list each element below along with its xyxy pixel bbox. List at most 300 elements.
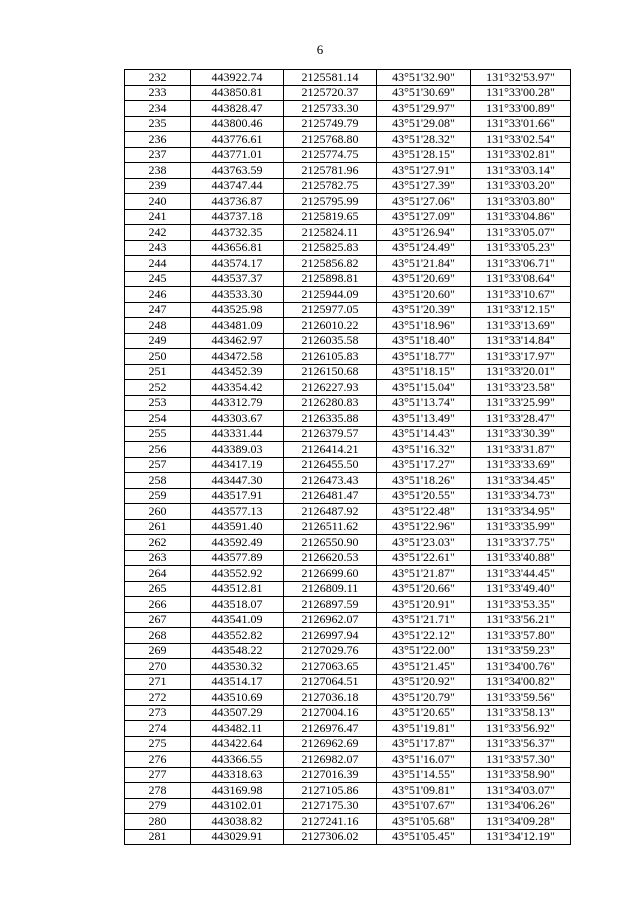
longitude-cell: 131°33'56.92" — [471, 721, 571, 737]
point-number-cell: 254 — [125, 411, 191, 427]
longitude-cell: 131°33'03.80" — [471, 194, 571, 210]
longitude-cell: 131°33'59.56" — [471, 690, 571, 706]
point-number-cell: 260 — [125, 504, 191, 520]
y-coordinate-cell: 2126473.43 — [284, 473, 377, 489]
longitude-cell: 131°33'00.28" — [471, 85, 571, 101]
x-coordinate-cell: 443354.42 — [191, 380, 284, 396]
latitude-cell: 43°51'19.81" — [377, 721, 471, 737]
table-row — [125, 535, 571, 551]
y-coordinate-cell: 2125781.96 — [284, 163, 377, 179]
x-coordinate-cell: 443737.18 — [191, 209, 284, 225]
x-coordinate-cell: 443514.17 — [191, 674, 284, 690]
table-row — [125, 457, 571, 473]
table-row — [125, 550, 571, 566]
latitude-cell: 43°51'21.87" — [377, 566, 471, 582]
latitude-cell: 43°51'28.32" — [377, 132, 471, 148]
x-coordinate-cell: 443577.89 — [191, 550, 284, 566]
longitude-cell: 131°33'05.23" — [471, 240, 571, 256]
y-coordinate-cell: 2127004.16 — [284, 705, 377, 721]
x-coordinate-cell: 443548.22 — [191, 643, 284, 659]
latitude-cell: 43°51'14.43" — [377, 426, 471, 442]
latitude-cell: 43°51'18.96" — [377, 318, 471, 334]
latitude-cell: 43°51'20.55" — [377, 488, 471, 504]
latitude-cell: 43°51'09.81" — [377, 783, 471, 799]
point-number-cell: 278 — [125, 783, 191, 799]
latitude-cell: 43°51'24.49" — [377, 240, 471, 256]
y-coordinate-cell: 2127241.16 — [284, 814, 377, 830]
point-number-cell: 274 — [125, 721, 191, 737]
x-coordinate-cell: 443592.49 — [191, 535, 284, 551]
latitude-cell: 43°51'15.04" — [377, 380, 471, 396]
latitude-cell: 43°51'21.45" — [377, 659, 471, 675]
longitude-cell: 131°33'33.69" — [471, 457, 571, 473]
x-coordinate-cell: 443512.81 — [191, 581, 284, 597]
point-number-cell: 246 — [125, 287, 191, 303]
longitude-cell: 131°33'34.45" — [471, 473, 571, 489]
x-coordinate-cell: 443541.09 — [191, 612, 284, 628]
table-row — [125, 178, 571, 194]
page-number: 6 — [316, 42, 324, 57]
longitude-cell: 131°33'00.89" — [471, 101, 571, 117]
longitude-cell: 131°33'49.40" — [471, 581, 571, 597]
table-row — [125, 333, 571, 349]
coordinates-table — [124, 69, 571, 845]
point-number-cell: 258 — [125, 473, 191, 489]
longitude-cell: 131°33'31.87" — [471, 442, 571, 458]
latitude-cell: 43°51'18.77" — [377, 349, 471, 365]
x-coordinate-cell: 443656.81 — [191, 240, 284, 256]
point-number-cell: 242 — [125, 225, 191, 241]
latitude-cell: 43°51'27.09" — [377, 209, 471, 225]
y-coordinate-cell: 2125768.80 — [284, 132, 377, 148]
x-coordinate-cell: 443462.97 — [191, 333, 284, 349]
table-row — [125, 674, 571, 690]
x-coordinate-cell: 443102.01 — [191, 798, 284, 814]
longitude-cell: 131°33'57.80" — [471, 628, 571, 644]
table-row — [125, 488, 571, 504]
table-row — [125, 628, 571, 644]
table-row — [125, 85, 571, 101]
table-row — [125, 814, 571, 830]
x-coordinate-cell: 443525.98 — [191, 302, 284, 318]
x-coordinate-cell: 443763.59 — [191, 163, 284, 179]
y-coordinate-cell: 2125774.75 — [284, 147, 377, 163]
x-coordinate-cell: 443552.82 — [191, 628, 284, 644]
longitude-cell: 131°33'06.71" — [471, 256, 571, 272]
longitude-cell: 131°33'56.21" — [471, 612, 571, 628]
table-row — [125, 302, 571, 318]
point-number-cell: 281 — [125, 829, 191, 845]
latitude-cell: 43°51'26.94" — [377, 225, 471, 241]
point-number-cell: 245 — [125, 271, 191, 287]
latitude-cell: 43°51'20.79" — [377, 690, 471, 706]
point-number-cell: 233 — [125, 85, 191, 101]
longitude-cell: 131°33'12.15" — [471, 302, 571, 318]
table-row — [125, 364, 571, 380]
longitude-cell: 131°33'28.47" — [471, 411, 571, 427]
latitude-cell: 43°51'18.26" — [377, 473, 471, 489]
point-number-cell: 241 — [125, 209, 191, 225]
x-coordinate-cell: 443518.07 — [191, 597, 284, 613]
y-coordinate-cell: 2126809.11 — [284, 581, 377, 597]
table-row — [125, 721, 571, 737]
longitude-cell: 131°33'03.14" — [471, 163, 571, 179]
point-number-cell: 268 — [125, 628, 191, 644]
longitude-cell: 131°33'10.67" — [471, 287, 571, 303]
y-coordinate-cell: 2125824.11 — [284, 225, 377, 241]
latitude-cell: 43°51'20.65" — [377, 705, 471, 721]
y-coordinate-cell: 2126010.22 — [284, 318, 377, 334]
table-row — [125, 581, 571, 597]
latitude-cell: 43°51'20.60" — [377, 287, 471, 303]
point-number-cell: 236 — [125, 132, 191, 148]
point-number-cell: 276 — [125, 752, 191, 768]
point-number-cell: 263 — [125, 550, 191, 566]
latitude-cell: 43°51'30.69" — [377, 85, 471, 101]
longitude-cell: 131°33'37.75" — [471, 535, 571, 551]
table-row — [125, 752, 571, 768]
table-row — [125, 783, 571, 799]
latitude-cell: 43°51'17.87" — [377, 736, 471, 752]
x-coordinate-cell: 443736.87 — [191, 194, 284, 210]
latitude-cell: 43°51'29.08" — [377, 116, 471, 132]
longitude-cell: 131°34'12.19" — [471, 829, 571, 845]
latitude-cell: 43°51'20.69" — [377, 271, 471, 287]
y-coordinate-cell: 2126982.07 — [284, 752, 377, 768]
longitude-cell: 131°33'17.97" — [471, 349, 571, 365]
table-row — [125, 690, 571, 706]
table-row — [125, 767, 571, 783]
x-coordinate-cell: 443303.67 — [191, 411, 284, 427]
y-coordinate-cell: 2125581.14 — [284, 70, 377, 86]
table-row — [125, 643, 571, 659]
x-coordinate-cell: 443029.91 — [191, 829, 284, 845]
latitude-cell: 43°51'28.15" — [377, 147, 471, 163]
point-number-cell: 235 — [125, 116, 191, 132]
point-number-cell: 277 — [125, 767, 191, 783]
point-number-cell: 264 — [125, 566, 191, 582]
latitude-cell: 43°51'21.71" — [377, 612, 471, 628]
point-number-cell: 261 — [125, 519, 191, 535]
table-row — [125, 225, 571, 241]
latitude-cell: 43°51'20.92" — [377, 674, 471, 690]
x-coordinate-cell: 443507.29 — [191, 705, 284, 721]
point-number-cell: 232 — [125, 70, 191, 86]
table-row — [125, 597, 571, 613]
point-number-cell: 249 — [125, 333, 191, 349]
longitude-cell: 131°33'34.95" — [471, 504, 571, 520]
point-number-cell: 247 — [125, 302, 191, 318]
x-coordinate-cell: 443574.17 — [191, 256, 284, 272]
x-coordinate-cell: 443732.35 — [191, 225, 284, 241]
x-coordinate-cell: 443510.69 — [191, 690, 284, 706]
latitude-cell: 43°51'07.67" — [377, 798, 471, 814]
longitude-cell: 131°34'09.28" — [471, 814, 571, 830]
latitude-cell: 43°51'16.32" — [377, 442, 471, 458]
latitude-cell: 43°51'23.03" — [377, 535, 471, 551]
longitude-cell: 131°33'56.37" — [471, 736, 571, 752]
y-coordinate-cell: 2127175.30 — [284, 798, 377, 814]
point-number-cell: 237 — [125, 147, 191, 163]
table-row — [125, 411, 571, 427]
latitude-cell: 43°51'05.45" — [377, 829, 471, 845]
longitude-cell: 131°33'58.90" — [471, 767, 571, 783]
point-number-cell: 253 — [125, 395, 191, 411]
table-row — [125, 442, 571, 458]
x-coordinate-cell: 443530.32 — [191, 659, 284, 675]
longitude-cell: 131°33'08.64" — [471, 271, 571, 287]
point-number-cell: 273 — [125, 705, 191, 721]
y-coordinate-cell: 2126335.88 — [284, 411, 377, 427]
latitude-cell: 43°51'29.97" — [377, 101, 471, 117]
longitude-cell: 131°33'02.81" — [471, 147, 571, 163]
point-number-cell: 279 — [125, 798, 191, 814]
point-number-cell: 280 — [125, 814, 191, 830]
latitude-cell: 43°51'18.15" — [377, 364, 471, 380]
x-coordinate-cell: 443169.98 — [191, 783, 284, 799]
table-row — [125, 240, 571, 256]
latitude-cell: 43°51'18.40" — [377, 333, 471, 349]
table-row — [125, 473, 571, 489]
longitude-cell: 131°33'04.86" — [471, 209, 571, 225]
longitude-cell: 131°33'01.66" — [471, 116, 571, 132]
y-coordinate-cell: 2126620.53 — [284, 550, 377, 566]
table-row — [125, 659, 571, 675]
point-number-cell: 243 — [125, 240, 191, 256]
x-coordinate-cell: 443472.58 — [191, 349, 284, 365]
longitude-cell: 131°33'58.13" — [471, 705, 571, 721]
latitude-cell: 43°51'32.90" — [377, 70, 471, 86]
latitude-cell: 43°51'13.49" — [377, 411, 471, 427]
x-coordinate-cell: 443331.44 — [191, 426, 284, 442]
longitude-cell: 131°34'03.07" — [471, 783, 571, 799]
y-coordinate-cell: 2125819.65 — [284, 209, 377, 225]
x-coordinate-cell: 443318.63 — [191, 767, 284, 783]
point-number-cell: 239 — [125, 178, 191, 194]
latitude-cell: 43°51'27.39" — [377, 178, 471, 194]
table-row — [125, 612, 571, 628]
latitude-cell: 43°51'13.74" — [377, 395, 471, 411]
latitude-cell: 43°51'22.61" — [377, 550, 471, 566]
table-row — [125, 798, 571, 814]
x-coordinate-cell: 443776.61 — [191, 132, 284, 148]
point-number-cell: 250 — [125, 349, 191, 365]
y-coordinate-cell: 2125782.75 — [284, 178, 377, 194]
y-coordinate-cell: 2126699.60 — [284, 566, 377, 582]
latitude-cell: 43°51'14.55" — [377, 767, 471, 783]
x-coordinate-cell: 443922.74 — [191, 70, 284, 86]
y-coordinate-cell: 2126962.69 — [284, 736, 377, 752]
y-coordinate-cell: 2125944.09 — [284, 287, 377, 303]
table-row — [125, 101, 571, 117]
y-coordinate-cell: 2126997.94 — [284, 628, 377, 644]
point-number-cell: 269 — [125, 643, 191, 659]
coordinates-table-body — [125, 70, 571, 845]
y-coordinate-cell: 2126976.47 — [284, 721, 377, 737]
table-row — [125, 829, 571, 845]
x-coordinate-cell: 443422.64 — [191, 736, 284, 752]
point-number-cell: 240 — [125, 194, 191, 210]
longitude-cell: 131°33'57.30" — [471, 752, 571, 768]
y-coordinate-cell: 2125733.30 — [284, 101, 377, 117]
point-number-cell: 251 — [125, 364, 191, 380]
x-coordinate-cell: 443771.01 — [191, 147, 284, 163]
y-coordinate-cell: 2126481.47 — [284, 488, 377, 504]
longitude-cell: 131°33'03.20" — [471, 178, 571, 194]
x-coordinate-cell: 443577.13 — [191, 504, 284, 520]
table-row — [125, 349, 571, 365]
point-number-cell: 271 — [125, 674, 191, 690]
y-coordinate-cell: 2127036.18 — [284, 690, 377, 706]
y-coordinate-cell: 2126280.83 — [284, 395, 377, 411]
table-row — [125, 395, 571, 411]
table-row — [125, 132, 571, 148]
x-coordinate-cell: 443533.30 — [191, 287, 284, 303]
latitude-cell: 43°51'20.66" — [377, 581, 471, 597]
y-coordinate-cell: 2125825.83 — [284, 240, 377, 256]
table-row — [125, 116, 571, 132]
x-coordinate-cell: 443038.82 — [191, 814, 284, 830]
x-coordinate-cell: 443800.46 — [191, 116, 284, 132]
y-coordinate-cell: 2125898.81 — [284, 271, 377, 287]
y-coordinate-cell: 2126414.21 — [284, 442, 377, 458]
x-coordinate-cell: 443537.37 — [191, 271, 284, 287]
table-row — [125, 504, 571, 520]
longitude-cell: 131°33'25.99" — [471, 395, 571, 411]
point-number-cell: 265 — [125, 581, 191, 597]
point-number-cell: 272 — [125, 690, 191, 706]
point-number-cell: 259 — [125, 488, 191, 504]
point-number-cell: 238 — [125, 163, 191, 179]
y-coordinate-cell: 2127306.02 — [284, 829, 377, 845]
longitude-cell: 131°33'34.73" — [471, 488, 571, 504]
y-coordinate-cell: 2126455.50 — [284, 457, 377, 473]
x-coordinate-cell: 443591.40 — [191, 519, 284, 535]
y-coordinate-cell: 2125795.99 — [284, 194, 377, 210]
longitude-cell: 131°33'13.69" — [471, 318, 571, 334]
y-coordinate-cell: 2127029.76 — [284, 643, 377, 659]
y-coordinate-cell: 2127105.86 — [284, 783, 377, 799]
y-coordinate-cell: 2126550.90 — [284, 535, 377, 551]
y-coordinate-cell: 2126379.57 — [284, 426, 377, 442]
y-coordinate-cell: 2126035.58 — [284, 333, 377, 349]
longitude-cell: 131°33'14.84" — [471, 333, 571, 349]
table-row — [125, 566, 571, 582]
latitude-cell: 43°51'22.00" — [377, 643, 471, 659]
y-coordinate-cell: 2126487.92 — [284, 504, 377, 520]
y-coordinate-cell: 2125720.37 — [284, 85, 377, 101]
table-row — [125, 705, 571, 721]
table-row — [125, 147, 571, 163]
y-coordinate-cell: 2127063.65 — [284, 659, 377, 675]
longitude-cell: 131°33'02.54" — [471, 132, 571, 148]
longitude-cell: 131°33'05.07" — [471, 225, 571, 241]
point-number-cell: 255 — [125, 426, 191, 442]
table-row — [125, 736, 571, 752]
table-row — [125, 271, 571, 287]
longitude-cell: 131°34'06.26" — [471, 798, 571, 814]
y-coordinate-cell: 2127064.51 — [284, 674, 377, 690]
y-coordinate-cell: 2125977.05 — [284, 302, 377, 318]
point-number-cell: 252 — [125, 380, 191, 396]
x-coordinate-cell: 443312.79 — [191, 395, 284, 411]
longitude-cell: 131°33'20.01" — [471, 364, 571, 380]
table-row — [125, 318, 571, 334]
latitude-cell: 43°51'27.91" — [377, 163, 471, 179]
latitude-cell: 43°51'22.48" — [377, 504, 471, 520]
table-row — [125, 163, 571, 179]
y-coordinate-cell: 2126150.68 — [284, 364, 377, 380]
point-number-cell: 234 — [125, 101, 191, 117]
table-row — [125, 426, 571, 442]
point-number-cell: 244 — [125, 256, 191, 272]
point-number-cell: 275 — [125, 736, 191, 752]
table-row — [125, 519, 571, 535]
point-number-cell: 266 — [125, 597, 191, 613]
longitude-cell: 131°34'00.82" — [471, 674, 571, 690]
longitude-cell: 131°33'35.99" — [471, 519, 571, 535]
latitude-cell: 43°51'16.07" — [377, 752, 471, 768]
longitude-cell: 131°33'23.58" — [471, 380, 571, 396]
x-coordinate-cell: 443417.19 — [191, 457, 284, 473]
longitude-cell: 131°33'59.23" — [471, 643, 571, 659]
y-coordinate-cell: 2126227.93 — [284, 380, 377, 396]
longitude-cell: 131°33'44.45" — [471, 566, 571, 582]
x-coordinate-cell: 443517.91 — [191, 488, 284, 504]
x-coordinate-cell: 443366.55 — [191, 752, 284, 768]
latitude-cell: 43°51'17.27" — [377, 457, 471, 473]
x-coordinate-cell: 443747.44 — [191, 178, 284, 194]
point-number-cell: 256 — [125, 442, 191, 458]
longitude-cell: 131°33'30.39" — [471, 426, 571, 442]
longitude-cell: 131°34'00.76" — [471, 659, 571, 675]
y-coordinate-cell: 2127016.39 — [284, 767, 377, 783]
latitude-cell: 43°51'21.84" — [377, 256, 471, 272]
x-coordinate-cell: 443447.30 — [191, 473, 284, 489]
y-coordinate-cell: 2125749.79 — [284, 116, 377, 132]
point-number-cell: 267 — [125, 612, 191, 628]
x-coordinate-cell: 443452.39 — [191, 364, 284, 380]
x-coordinate-cell: 443389.03 — [191, 442, 284, 458]
y-coordinate-cell: 2126511.62 — [284, 519, 377, 535]
table-row — [125, 256, 571, 272]
table-row — [125, 209, 571, 225]
x-coordinate-cell: 443552.92 — [191, 566, 284, 582]
table-row — [125, 380, 571, 396]
longitude-cell: 131°32'53.97" — [471, 70, 571, 86]
latitude-cell: 43°51'05.68" — [377, 814, 471, 830]
latitude-cell: 43°51'22.96" — [377, 519, 471, 535]
latitude-cell: 43°51'20.39" — [377, 302, 471, 318]
y-coordinate-cell: 2125856.82 — [284, 256, 377, 272]
table-row — [125, 287, 571, 303]
point-number-cell: 257 — [125, 457, 191, 473]
latitude-cell: 43°51'22.12" — [377, 628, 471, 644]
point-number-cell: 270 — [125, 659, 191, 675]
point-number-cell: 248 — [125, 318, 191, 334]
table-row — [125, 70, 571, 86]
longitude-cell: 131°33'53.35" — [471, 597, 571, 613]
y-coordinate-cell: 2126105.83 — [284, 349, 377, 365]
point-number-cell: 262 — [125, 535, 191, 551]
y-coordinate-cell: 2126897.59 — [284, 597, 377, 613]
latitude-cell: 43°51'27.06" — [377, 194, 471, 210]
y-coordinate-cell: 2126962.07 — [284, 612, 377, 628]
x-coordinate-cell: 443482.11 — [191, 721, 284, 737]
latitude-cell: 43°51'20.91" — [377, 597, 471, 613]
longitude-cell: 131°33'40.88" — [471, 550, 571, 566]
x-coordinate-cell: 443481.09 — [191, 318, 284, 334]
